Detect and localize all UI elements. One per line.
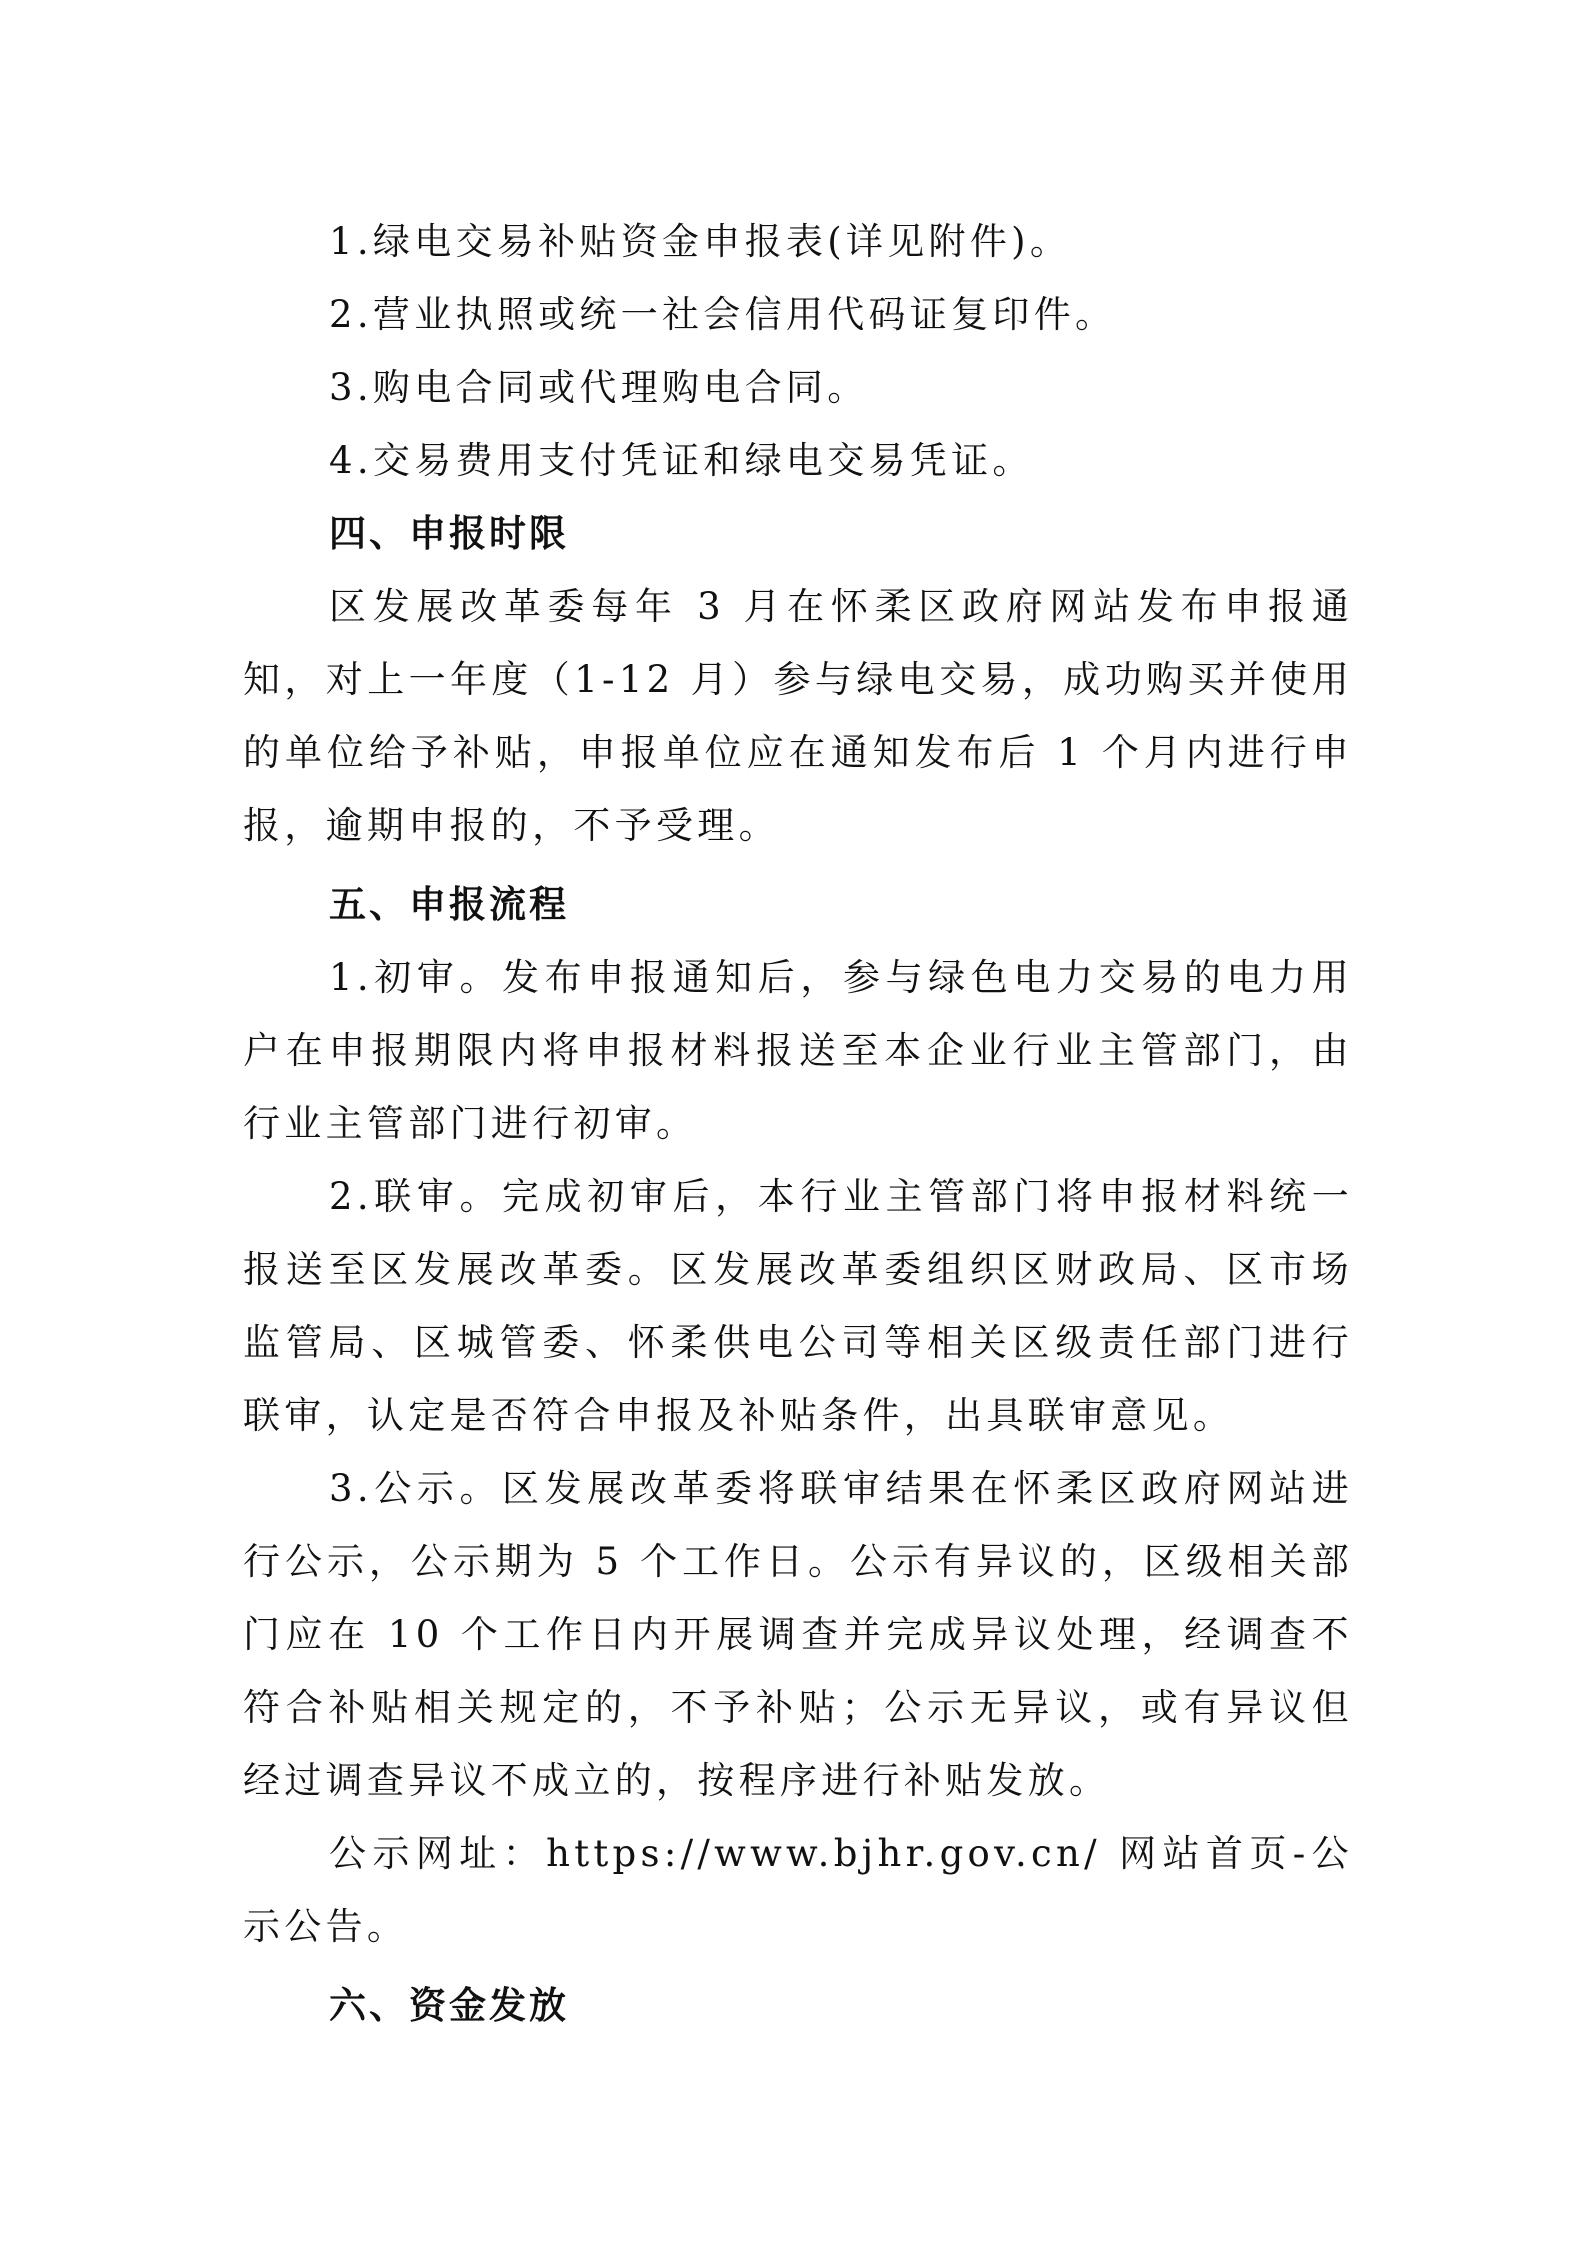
deadline-paragraph: 区发展改革委每年 3 月在怀柔区政府网站发布申报通知，对上一年度（1-12 月）参与绿电交易，成功购买并使用的单位给予补贴，申报单位应在通知发布后 1 个月内进行申报，逾期申报的，不予受理。	[243, 585, 1353, 847]
publicity-website-paragraph: 公示网址：https://www.bjhr.gov.cn/ 网站首页-公示公告。	[243, 1832, 1353, 1948]
process-step-publicity: 3.公示。区发展改革委将联审结果在怀柔区政府网站进行公示，公示期为 5 个工作日。公示有异议的，区级相关部门应在 10 个工作日内开展调查并完成异议处理，经调查不符合补贴相关规定的，不予补贴；公示无异议，或有异议但经过调查异议不成立的，按程序进行补贴发放。	[243, 1467, 1353, 1802]
process-step-joint-review: 2.联审。完成初审后，本行业主管部门将申报材料统一报送至区发展改革委。区发展改革委组织区财政局、区市场监管局、区城管委、怀柔供电公司等相关区级责任部门进行联审，认定是否符合申报及补贴条件，出具联审意见。	[243, 1175, 1353, 1437]
section-heading-process: 五、申报流程	[329, 883, 569, 926]
material-item-4: 4.交易费用支付凭证和绿电交易凭证。	[329, 439, 1034, 482]
document-body	[243, 205, 1353, 2042]
material-item-2: 2.营业执照或统一社会信用代码证复印件。	[329, 293, 1117, 336]
process-step-initial-review: 1.初审。发布申报通知后，参与绿色电力交易的电力用户在申报期限内将申报材料报送至本企业行业主管部门，由行业主管部门进行初审。	[243, 956, 1353, 1145]
material-item-1: 1.绿电交易补贴资金申报表(详见附件)。	[329, 220, 1072, 263]
section-heading-funding: 六、资金发放	[329, 1984, 569, 2027]
section-heading-deadline: 四、申报时限	[329, 512, 569, 555]
material-item-3: 3.购电合同或代理购电合同。	[329, 366, 869, 409]
